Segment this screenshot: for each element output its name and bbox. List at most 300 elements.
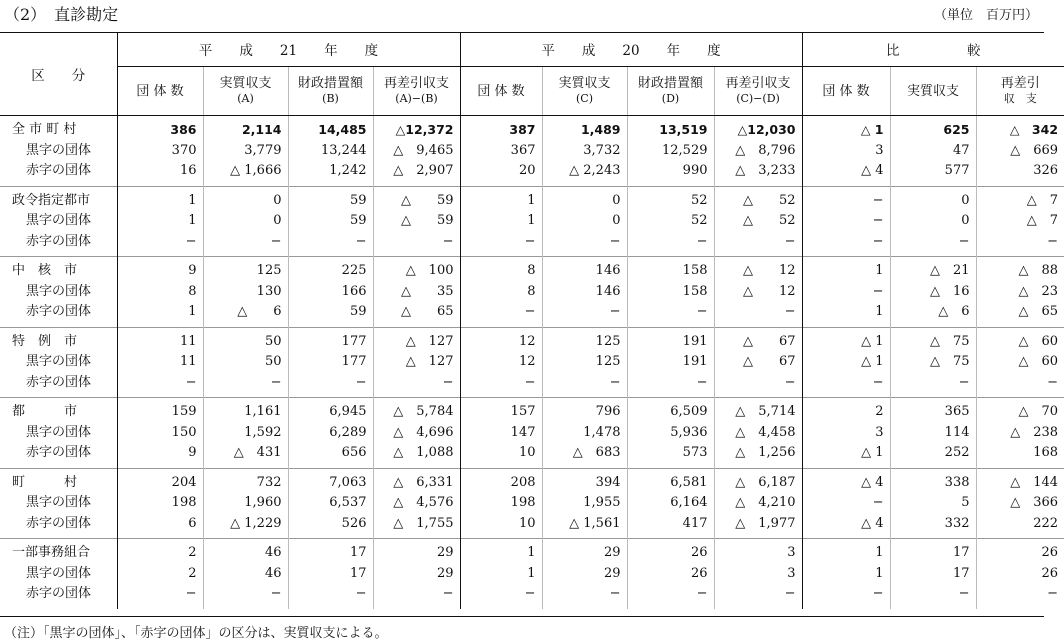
table-cell: 150 (117, 423, 203, 444)
header-h21-col-3 (373, 67, 460, 116)
table-row (0, 282, 1064, 303)
table-cell: 2,114 (203, 116, 288, 141)
table-cell: 367 (460, 141, 542, 162)
table-group (0, 398, 1064, 469)
table-cell: 59 (288, 302, 373, 327)
table-cell: 732 (203, 468, 288, 493)
table-cell: − (976, 232, 1064, 257)
table-cell: 177 (288, 352, 373, 373)
row-sub-label: 黒字の団体 (26, 495, 92, 511)
table-row (0, 302, 1064, 327)
row-sub-label: 赤字の団体 (26, 304, 92, 320)
table-cell: 577 (890, 161, 976, 186)
table-cell: − (714, 232, 802, 257)
table-row (0, 584, 1064, 609)
table-cell: − (542, 584, 627, 609)
table-cell: 573 (627, 443, 714, 468)
table-cell: 13,244 (288, 141, 373, 162)
table-cell: 1 (460, 186, 542, 211)
table-cell: △ 1,088 (373, 443, 460, 468)
table-cell: − (203, 584, 288, 609)
table-cell: 2 (117, 564, 203, 585)
table-cell: − (714, 373, 802, 398)
table-cell: − (627, 232, 714, 257)
table-cell: − (976, 373, 1064, 398)
footnote: （注）「黒字の団体」、「赤字の団体」の区分は、実質収支による。 (4, 626, 388, 641)
table-cell: − (890, 373, 976, 398)
table-cell: △ 4 (802, 468, 890, 493)
section-title: （2） 直診勘定 (4, 5, 119, 24)
table-row (0, 232, 1064, 257)
table-cell: 332 (890, 514, 976, 539)
table-cell: 1 (460, 539, 542, 564)
table-cell: △ 67 (714, 352, 802, 373)
table-cell: △ 60 (976, 352, 1064, 373)
table-cell: △ 144 (976, 468, 1064, 493)
table-cell: 29 (542, 539, 627, 564)
table-cell: 47 (890, 141, 976, 162)
table-cell: 29 (542, 564, 627, 585)
table-cell: △ 2,907 (373, 161, 460, 186)
table-cell: 125 (203, 257, 288, 282)
table-cell: △ 4 (802, 161, 890, 186)
header-col-label: 再差引 (1000, 76, 1040, 91)
table-cell: 1,955 (542, 493, 627, 514)
header-group-h20: 平 成 20 年 度 (460, 32, 802, 67)
table-row (0, 116, 1064, 141)
table-cell: 157 (460, 398, 542, 423)
row-sub-label: 赤字の団体 (26, 445, 92, 461)
table-cell: 177 (288, 327, 373, 352)
header-cmp-col-1 (890, 67, 976, 116)
header-col-label: 財政措置額 (637, 76, 703, 91)
table-cell: △ 5,714 (714, 398, 802, 423)
table-cell: 50 (203, 327, 288, 352)
table-cell: △ 100 (373, 257, 460, 282)
table-cell: − (542, 302, 627, 327)
row-sub-label: 赤字の団体 (26, 586, 92, 602)
header-h20-col-2 (627, 67, 714, 116)
table-cell: 370 (117, 141, 203, 162)
table-cell: 146 (542, 257, 627, 282)
table-cell: 5,936 (627, 423, 714, 444)
table-group (0, 468, 1064, 539)
table-cell: 11 (117, 327, 203, 352)
row-category-label: 都 市 (0, 398, 117, 423)
table-cell: − (288, 584, 373, 609)
table-cell: 6,509 (627, 398, 714, 423)
row-sub-label: 赤字の団体 (26, 233, 92, 249)
table-cell: 130 (203, 282, 288, 303)
table-cell: △ 65 (373, 302, 460, 327)
table-cell: − (117, 584, 203, 609)
table-cell: 365 (890, 398, 976, 423)
row-category-label: 町 村 (0, 468, 117, 493)
table-cell: 12 (460, 352, 542, 373)
table-cell: △ 1,977 (714, 514, 802, 539)
row-sub-label: 黒字の団体 (26, 565, 92, 581)
table-header (0, 32, 1064, 116)
table-cell: 1,478 (542, 423, 627, 444)
table-cell: 204 (117, 468, 203, 493)
table-cell: △ 1 (802, 352, 890, 373)
row-sub-label: 赤字の団体 (26, 163, 92, 179)
table-group (0, 539, 1064, 609)
table-cell: 0 (542, 211, 627, 232)
table-cell: − (890, 584, 976, 609)
table-cell: 326 (976, 161, 1064, 186)
table-cell: 2 (802, 398, 890, 423)
table-cell: 7,063 (288, 468, 373, 493)
table-cell: △ 4,458 (714, 423, 802, 444)
table-cell: − (117, 373, 203, 398)
table-cell: 11 (117, 352, 203, 373)
table-cell: △ 7 (976, 186, 1064, 211)
table-cell: 394 (542, 468, 627, 493)
table-cell: − (627, 373, 714, 398)
table-cell: 9 (117, 257, 203, 282)
header-h20-col-0 (460, 67, 542, 116)
table-cell: △ 52 (714, 186, 802, 211)
header-col-sublabel: 収 支 (1003, 92, 1037, 105)
row-sub-label: 黒字の団体 (26, 142, 92, 158)
table-cell: − (976, 584, 1064, 609)
header-group-compare: 比 較 (802, 32, 1064, 67)
table-cell: △ 127 (373, 327, 460, 352)
table-cell: 191 (627, 327, 714, 352)
table-group (0, 257, 1064, 328)
table-cell: 1 (460, 564, 542, 585)
table-cell: △ 4,696 (373, 423, 460, 444)
table-cell: 17 (288, 564, 373, 585)
table-cell: 59 (288, 211, 373, 232)
table-cell: 125 (542, 327, 627, 352)
table-cell: △ 127 (373, 352, 460, 373)
table-cell: 20 (460, 161, 542, 186)
table-cell: 990 (627, 161, 714, 186)
table-cell: 17 (288, 539, 373, 564)
table-cell: △ 8,796 (714, 141, 802, 162)
table-cell: 1,242 (288, 161, 373, 186)
table-cell: 6,945 (288, 398, 373, 423)
table-cell: △ 59 (373, 186, 460, 211)
header-h21-col-0 (117, 67, 203, 116)
table-cell: △ 669 (976, 141, 1064, 162)
table-cell: 208 (460, 468, 542, 493)
unit-label: （単位 百万円） (933, 8, 1038, 23)
table-cell: 198 (117, 493, 203, 514)
table-cell: 14,485 (288, 116, 373, 141)
table-cell: 50 (203, 352, 288, 373)
table-cell: 3 (714, 564, 802, 585)
table-cell: △ 23 (976, 282, 1064, 303)
table-row (0, 398, 1064, 423)
header-col-label: 再差引収支 (725, 76, 791, 91)
table-cell: △ 65 (976, 302, 1064, 327)
table-cell: △ 52 (714, 211, 802, 232)
table-cell: 0 (890, 186, 976, 211)
table-cell: 6,537 (288, 493, 373, 514)
table-cell: 46 (203, 539, 288, 564)
table-cell: 0 (890, 211, 976, 232)
table-cell: △ 59 (373, 211, 460, 232)
table-cell: 13,519 (627, 116, 714, 141)
data-table (0, 32, 1064, 609)
table-cell: 1 (802, 302, 890, 327)
table-cell: 1,489 (542, 116, 627, 141)
table-cell: 17 (890, 539, 976, 564)
table-cell: 5 (890, 493, 976, 514)
row-sub-label: 黒字の団体 (26, 354, 92, 370)
table-cell: △ 6,187 (714, 468, 802, 493)
table-cell: − (802, 282, 890, 303)
table-cell: 6,164 (627, 493, 714, 514)
table-cell: △ 1,666 (203, 161, 288, 186)
table-cell: 338 (890, 468, 976, 493)
table-cell: 656 (288, 443, 373, 468)
table-cell: 0 (203, 186, 288, 211)
table-cell: △ 21 (890, 257, 976, 282)
header-kubun: 区 分 (0, 32, 117, 116)
table-row (0, 423, 1064, 444)
row-sub-label: 黒字の団体 (26, 424, 92, 440)
table-cell: 796 (542, 398, 627, 423)
table-row (0, 327, 1064, 352)
table-cell: 625 (890, 116, 976, 141)
table-cell: − (117, 232, 203, 257)
table-cell: △ 4 (802, 514, 890, 539)
table-cell: − (542, 373, 627, 398)
table-cell: 3 (802, 423, 890, 444)
header-col-label: 団 体 数 (136, 83, 184, 99)
table-cell: 146 (542, 282, 627, 303)
table-cell: 1,161 (203, 398, 288, 423)
table-cell: 147 (460, 423, 542, 444)
table-cell: △ 1 (802, 116, 890, 141)
header-col-sublabel: (A) (237, 92, 254, 105)
table-row (0, 514, 1064, 539)
table-cell: − (203, 232, 288, 257)
table-cell: − (890, 232, 976, 257)
table-cell: △ 3,233 (714, 161, 802, 186)
table-cell: 1 (117, 211, 203, 232)
table-cell: − (627, 584, 714, 609)
table-cell: △ 238 (976, 423, 1064, 444)
table-cell: − (542, 232, 627, 257)
table-cell: 191 (627, 352, 714, 373)
table-cell: △ 7 (976, 211, 1064, 232)
table-cell: 0 (542, 186, 627, 211)
table-cell: − (714, 302, 802, 327)
table-cell: 3 (714, 539, 802, 564)
table-cell: △ 1,229 (203, 514, 288, 539)
table-cell: △ 342 (976, 116, 1064, 141)
header-col-sublabel: (C) (576, 92, 593, 105)
table-cell: 3 (802, 141, 890, 162)
table-cell: △ 6 (203, 302, 288, 327)
table-cell: 52 (627, 186, 714, 211)
header-col-label: 実質収支 (219, 76, 272, 91)
table-cell: △ 366 (976, 493, 1064, 514)
header-h20-col-3 (714, 67, 802, 116)
header-col-sublabel: (D) (661, 92, 680, 105)
table-row (0, 468, 1064, 493)
header-h21-col-1 (203, 67, 288, 116)
table-cell: 166 (288, 282, 373, 303)
table-row (0, 352, 1064, 373)
table-cell: 52 (627, 211, 714, 232)
table-cell: △ 75 (890, 352, 976, 373)
header-cmp-col-0 (802, 67, 890, 116)
table-cell: △ 88 (976, 257, 1064, 282)
table-cell: △ 75 (890, 327, 976, 352)
table-cell: − (802, 493, 890, 514)
table-cell: 12 (460, 327, 542, 352)
header-col-label: 再差引収支 (383, 76, 449, 91)
header-subcolumns (0, 67, 1064, 116)
table-cell: △ 67 (714, 327, 802, 352)
table-cell: 198 (460, 493, 542, 514)
table-cell: △ 12 (714, 282, 802, 303)
table-cell: △ 70 (976, 398, 1064, 423)
table-cell: 1,592 (203, 423, 288, 444)
header-col-label: 実質収支 (558, 76, 611, 91)
header-col-sublabel: (C)−(D) (736, 92, 780, 105)
table-cell: △ 1,561 (542, 514, 627, 539)
table-cell: 12,529 (627, 141, 714, 162)
row-category-label: 政令指定都市 (0, 186, 117, 211)
table-cell: △ 1,256 (714, 443, 802, 468)
table-row (0, 493, 1064, 514)
table-cell: − (460, 584, 542, 609)
table-cell: 3,779 (203, 141, 288, 162)
table-cell: 10 (460, 443, 542, 468)
table-cell: 1 (802, 539, 890, 564)
table-cell: 386 (117, 116, 203, 141)
table-cell: △ 2,243 (542, 161, 627, 186)
table-cell: △ 1 (802, 443, 890, 468)
table-cell: 526 (288, 514, 373, 539)
table-cell: 125 (542, 352, 627, 373)
table-row (0, 373, 1064, 398)
table-cell: − (460, 373, 542, 398)
table-cell: − (802, 232, 890, 257)
row-sub-label: 黒字の団体 (26, 213, 92, 229)
row-category-label: 中 核 市 (0, 257, 117, 282)
table-cell: − (802, 584, 890, 609)
row-sub-label: 赤字の団体 (26, 515, 92, 531)
table-cell: 158 (627, 282, 714, 303)
table-cell: 8 (117, 282, 203, 303)
row-category-label: 一部事務組合 (0, 539, 117, 564)
table-cell: 6,581 (627, 468, 714, 493)
table-cell: 29 (373, 564, 460, 585)
header-h20-col-1 (542, 67, 627, 116)
table-cell: 26 (976, 564, 1064, 585)
table-row (0, 257, 1064, 282)
table-cell: 26 (627, 539, 714, 564)
row-category-label: 特 例 市 (0, 327, 117, 352)
table-row (0, 564, 1064, 585)
table-cell: 252 (890, 443, 976, 468)
table-cell: 1 (117, 302, 203, 327)
header-col-sublabel: (B) (322, 92, 339, 105)
table-cell: 1 (802, 257, 890, 282)
table-row (0, 443, 1064, 468)
table-cell: 168 (976, 443, 1064, 468)
table-cell: △12,372 (373, 116, 460, 141)
header-col-label: 財政措置額 (297, 76, 363, 91)
table-cell: 8 (460, 282, 542, 303)
table-row (0, 539, 1064, 564)
header-col-sublabel: (A)−(B) (395, 92, 438, 105)
table-cell: − (288, 373, 373, 398)
table-cell: − (714, 584, 802, 609)
table-cell: △ 431 (203, 443, 288, 468)
table-cell: 114 (890, 423, 976, 444)
table-cell: △ 6 (890, 302, 976, 327)
table-cell: △ 6,331 (373, 468, 460, 493)
table-cell: 3,732 (542, 141, 627, 162)
table-cell: △ 4,210 (714, 493, 802, 514)
table-cell: △ 12 (714, 257, 802, 282)
table-cell: − (460, 302, 542, 327)
table-cell: 6 (117, 514, 203, 539)
table-row (0, 141, 1064, 162)
table-cell: 16 (117, 161, 203, 186)
table-cell: 387 (460, 116, 542, 141)
header-cmp-col-2 (976, 67, 1064, 116)
table-cell: 158 (627, 257, 714, 282)
table-cell: 9 (117, 443, 203, 468)
table-cell: 6,289 (288, 423, 373, 444)
table-cell: 59 (288, 186, 373, 211)
table-cell: − (373, 584, 460, 609)
table-cell: △ 1,755 (373, 514, 460, 539)
table-group (0, 327, 1064, 398)
table-cell: 1 (117, 186, 203, 211)
row-category-label: 全 市 町 村 (12, 122, 77, 138)
table-cell: 46 (203, 564, 288, 585)
table-cell: − (802, 373, 890, 398)
table-cell: △ 16 (890, 282, 976, 303)
table-cell: 26 (976, 539, 1064, 564)
table-cell: 26 (627, 564, 714, 585)
table-cell: 10 (460, 514, 542, 539)
table-cell: 1 (802, 564, 890, 585)
table-cell: 225 (288, 257, 373, 282)
table-cell: 2 (117, 539, 203, 564)
table-cell: 417 (627, 514, 714, 539)
table-cell: 159 (117, 398, 203, 423)
table-row (0, 161, 1064, 186)
table-cell: − (802, 211, 890, 232)
header-h21-col-2 (288, 67, 373, 116)
table-cell: 222 (976, 514, 1064, 539)
table-cell: 29 (373, 539, 460, 564)
table-cell: △ 4,576 (373, 493, 460, 514)
header-col-label: 団 体 数 (477, 83, 525, 99)
header-col-label: 団 体 数 (822, 83, 870, 99)
table-cell: − (373, 232, 460, 257)
table-cell: 1 (460, 211, 542, 232)
header-col-label: 実質収支 (906, 83, 959, 99)
table-cell: − (627, 302, 714, 327)
table-group (0, 116, 1064, 187)
row-sub-label: 黒字の団体 (26, 283, 92, 299)
row-sub-label: 赤字の団体 (26, 374, 92, 390)
header-group-h21: 平 成 21 年 度 (117, 32, 460, 67)
